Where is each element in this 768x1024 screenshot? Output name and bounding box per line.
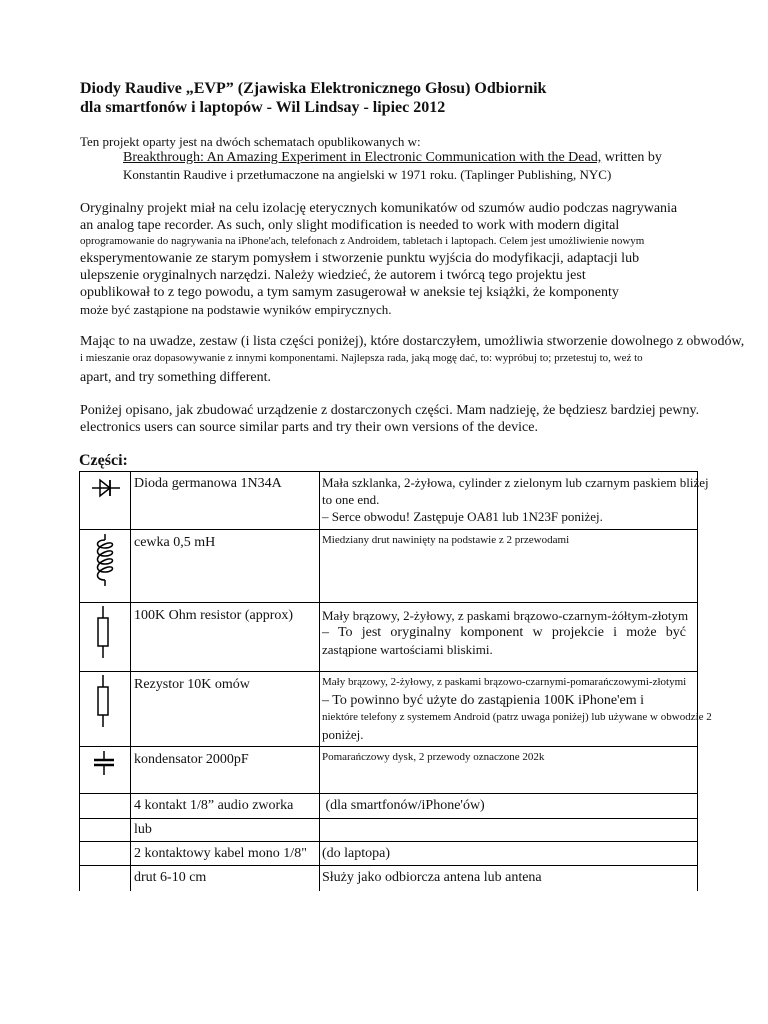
part-name: 2 kontaktowy kabel mono 1/8" [134, 846, 307, 861]
paragraph-1-line: opublikował to z tego powodu, a tym samym zasugerował w aneksie tej książki, że komponenty [80, 285, 619, 300]
paragraph-2-line: apart, and try something different. [80, 370, 272, 385]
table-rule [79, 529, 698, 530]
parts-heading: Części: [79, 452, 128, 469]
resistor-symbol-icon [95, 606, 111, 658]
resistor-symbol-icon [95, 675, 111, 727]
part-description: Mały brązowy, 2-żyłowy, z paskami brązowo-czarnym-żółtym-złotym [322, 608, 689, 623]
part-description: to one end. [322, 492, 380, 507]
table-rule [79, 746, 698, 747]
coil-symbol-icon [93, 533, 117, 587]
table-column-divider [319, 471, 320, 891]
part-name: Rezystor 10K omów [134, 677, 250, 692]
part-description: – To jest oryginalny komponent w projekcie i może być [322, 625, 686, 640]
paragraph-3-line: electronics users can source similar parts and try their own versions of the device. [80, 420, 538, 435]
part-description: Mały brązowy, 2-żyłowy, z paskami brązowo-czarnymi-pomarańczowymi-złotymi [322, 676, 687, 688]
diode-symbol-icon [91, 477, 121, 499]
part-description: Służy jako odbiorcza antena lub antena [322, 870, 542, 885]
part-description: niektóre telefony z systemem Android (patrz uwaga poniżej) lub używane w obwodzie 2 [322, 711, 712, 723]
title-line-2: dla smartfonów i laptopów - Wil Lindsay - lipiec 2012 [80, 99, 446, 116]
reference-suffix: written by [601, 150, 662, 165]
part-description: Pomarańczowy dysk, 2 przewody oznaczone 202k [322, 751, 545, 763]
part-description: – Serce obwodu! Zastępuje OA81 lub 1N23F poniżej. [322, 509, 603, 524]
paragraph-2-line: Mając to na uwadze, zestaw (i lista części poniżej), które dostarczyłem, umożliwia stworzenie dowolnego z obwodów, [80, 334, 745, 349]
part-name: cewka 0,5 mH [134, 535, 216, 550]
part-name: 4 kontakt 1/8” audio zworka [134, 798, 294, 813]
paragraph-1-line: ulepszenie oryginalnych narzędzi. Należy wiedzieć, że autorem i twórcą tego projektu jest [80, 268, 586, 283]
table-rule [79, 471, 698, 472]
intro-text: Ten projekt oparty jest na dwóch schematach opublikowanych w: [80, 134, 421, 149]
paragraph-1-line: oprogramowanie do nagrywania na iPhone'ach, telefonach z Androidem, tabletach i laptopach. Celem jest umożliwienie nowym [80, 235, 645, 247]
part-description: poniżej. [322, 727, 364, 742]
parts-table [79, 471, 712, 891]
paragraph-1-line: Oryginalny projekt miał na celu izolację eterycznych komunikatów od szumów audio podczas nagrywania [80, 201, 678, 216]
part-name: drut 6-10 cm [134, 870, 207, 885]
paragraph-1-line: może być zastąpione na podstawie wyników empirycznych. [80, 302, 392, 317]
table-rule [79, 841, 698, 842]
table-rule [79, 793, 698, 794]
reference-line-2: Konstantin Raudive i przetłumaczone na angielski w 1971 roku. (Taplinger Publishing, NYC) [123, 167, 612, 182]
paragraph-2-line: i mieszanie oraz dopasowywanie z innymi komponentami. Najlepsza rada, jaką mogę dać, to: wypróbuj to; przetestuj to, weź to [80, 352, 643, 364]
paragraph-3-line: Poniżej opisano, jak zbudować urządzenie z dostarczonych części. Mam nadzieję, że będziesz bardziej pewny. [80, 403, 700, 418]
book-title: Breakthrough: An Amazing Experiment in Electronic Communication with the Dead, [123, 150, 602, 165]
reference-line-1 [123, 150, 662, 166]
capacitor-symbol-icon [91, 750, 117, 776]
part-name: 100K Ohm resistor (approx) [134, 608, 294, 623]
part-description: zastąpione wartościami bliskimi. [322, 642, 493, 657]
part-name: lub [134, 822, 152, 837]
title-line-1: Diody Raudive „EVP” (Zjawiska Elektronicznego Głosu) Odbiornik [80, 80, 547, 97]
table-rule [79, 818, 698, 819]
table-rule [79, 602, 698, 603]
part-name: kondensator 2000pF [134, 752, 249, 767]
paragraph-1-line: eksperymentowanie ze starym pomysłem i stworzenie punktu wyjścia do modyfikacji, adaptacji lub [80, 251, 640, 266]
part-description: (do laptopa) [322, 846, 391, 861]
table-rule [79, 865, 698, 866]
table-border-right [697, 471, 698, 891]
part-description: (dla smartfonów/iPhone'ów) [322, 798, 485, 813]
paragraph-1-line: an analog tape recorder. As such, only slight modification is needed to work with modern digital [80, 218, 620, 233]
part-description: – To powinno być użyte do zastąpienia 100K iPhone'em i [322, 693, 645, 708]
table-column-divider [130, 471, 131, 891]
document-title [80, 79, 740, 117]
table-border-left [79, 471, 80, 891]
part-name: Dioda germanowa 1N34A [134, 476, 282, 491]
part-description: Miedziany drut nawinięty na podstawie z 2 przewodami [322, 534, 570, 546]
part-description: Mała szklanka, 2-żyłowa, cylinder z zielonym lub czarnym paskiem bliżej [322, 475, 709, 490]
table-rule [79, 671, 698, 672]
